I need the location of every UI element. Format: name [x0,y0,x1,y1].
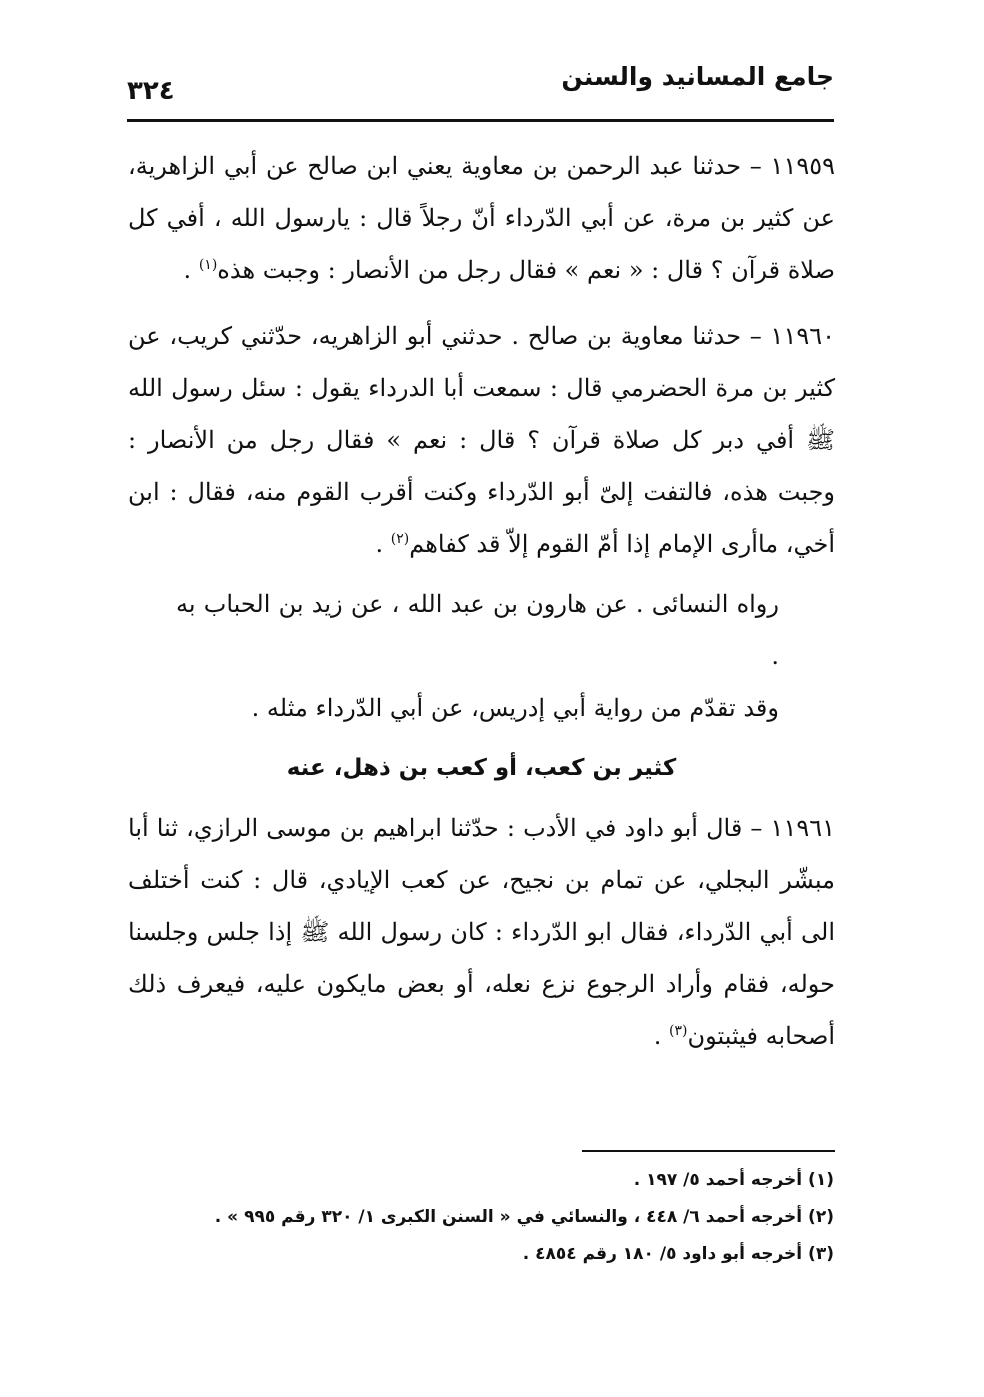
header-divider [127,119,834,122]
footnote-item: (٣) أخرجه أبو داود ٥/ ١٨٠ رقم ٤٨٥٤ . [522,1244,834,1264]
narration-note: رواه النسائى . عن هارون بن عبد الله ، عن زيد بن الحباب به . [176,590,779,670]
book-title: جامع المسانيد والسنن [561,62,834,91]
section-heading: كثير بن كعب، أو كعب بن ذهل، عنه [286,755,677,781]
footnote-item: (٢) أخرجه أحمد ٦/ ٤٤٨ ، والنسائي في « السنن الكبرى ١/ ٣٢٠ رقم ٩٩٥ » . [214,1207,834,1227]
footnote-divider [582,1150,835,1152]
footnote-marker: (٢) [390,531,410,547]
paragraph-text: ١١٩٦٠ – حدثنا معاوية بن صالح . حدثني أبو الزاهريه، حدّثني كريب، عن كثير بن مرة الحضرمي قال : سمعت أبا الدرداء يقول : سئل رسول الله ﷺ أفي دبر كل صلاة قرآن ؟ قال : نعم » فقال رجل من الأنصار : وجبت هذه، فالتفت إلىّ أبو الدّرداء وكنت أقرب القوم منه، فقال : ابن أخي، ماأرى الإمام إذا أمّ القوم إلاّ قد كفاهم [128,322,835,558]
footnote-item: (١) أخرجه أحمد ٥/ ١٩٧ . [633,1170,834,1190]
paragraph-end: . [653,1022,670,1050]
footnote-marker: (٣) [669,1023,688,1039]
paragraph-end: . [183,256,199,284]
paragraph-text: ١١٩٥٩ – حدثنا عبد الرحمن بن معاوية يعني ابن صالح عن أبي الزاهرية، عن كثير بن مرة، عن أبي الدّرداء أنّ رجلاً قال : يارسول الله ، أفي كل صلاة قرآن ؟ قال : « نعم » فقال رجل من الأنصار : وجبت هذه [128,152,836,284]
hadith-paragraph-11959 [128,140,835,296]
main-text [128,140,835,1062]
narration-note: وقد تقدّم من رواية أبي إدريس، عن أبي الدّرداء مثله . [251,694,779,722]
footnote-marker: (١) [198,257,218,273]
paragraph-end: . [375,530,391,558]
paragraph-text: ١١٩٦١ – قال أبو داود في الأدب : حدّثنا ابراهيم بن موسى الرازي، ثنا أبا مبشّر البجلي، عن تمام بن نجيح، عن كعب الإيادي، قال : كنت أختلف الى أبي الدّرداء، فقال ابو الدّرداء : كان رسول الله ﷺ إذا جلس وجلسنا حوله، فقام وأراد الرجوع نزع نعله، أو بعض مايكون عليه، فيعرف ذلك أصحابه فيثبتون [128,814,835,1050]
footnotes [134,1162,834,1273]
hadith-paragraph-11960 [128,310,835,570]
page-number: ٣٢٤ [127,76,175,106]
hadith-paragraph-11961 [128,802,835,1062]
